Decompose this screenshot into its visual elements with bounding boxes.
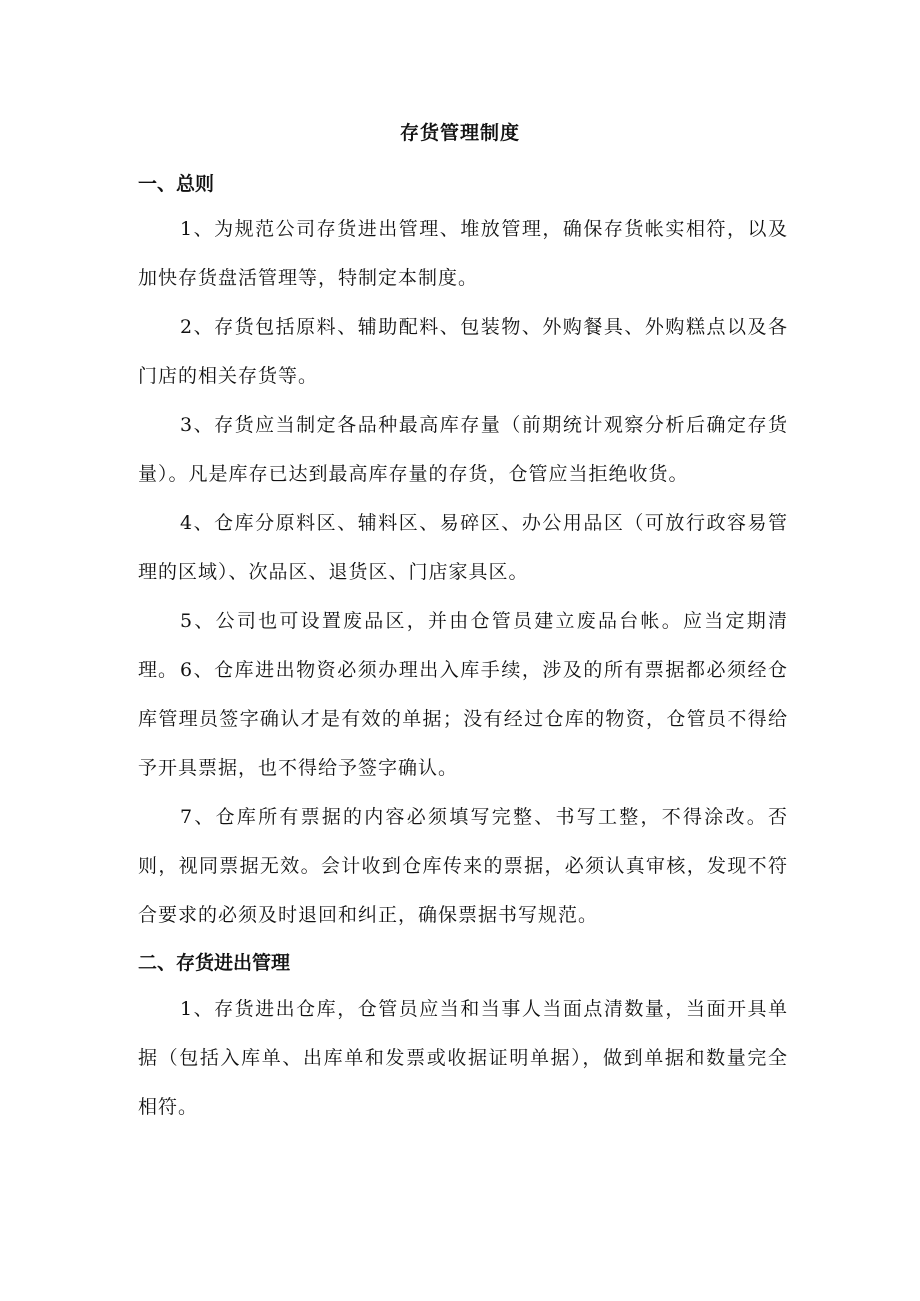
section-heading-general: 一、总则 xyxy=(138,173,215,195)
paragraph-general-2: 2、存货包括原料、辅助配料、包装物、外购餐具、外购糕点以及各门店的相关存货等。 xyxy=(138,316,788,387)
paragraph-general-6: 6、仓库进出物资必须办理出入库手续，涉及的所有票据都必须经仓库管理员签字确认才是有效的单据；没有经过仓库的物资，仓管员不得给予开具票据，也不得给予签字确认。 xyxy=(138,659,788,779)
section-heading-inventory-in-out: 二、存货进出管理 xyxy=(138,952,291,974)
paragraph-general-5: 5、公司也可设置废品区，并由仓管员建立废品台帐。应当定期清理。 xyxy=(138,610,788,681)
paragraph-general-1: 1、为规范公司存货进出管理、堆放管理，确保存货帐实相符，以及加快存货盘活管理等，特制定本制度。 xyxy=(138,218,788,289)
paragraph-general-4: 4、仓库分原料区、辅料区、易碎区、办公用品区（可放行政容易管理的区域）、次品区、退货区、门店家具区。 xyxy=(138,512,788,583)
paragraph-general-7: 7、仓库所有票据的内容必须填写完整、书写工整，不得涂改。否则，视同票据无效。会计收到仓库传来的票据，必须认真审核，发现不符合要求的必须及时退回和纠正，确保票据书写规范。 xyxy=(138,806,788,926)
paragraph-inventory-1: 1、存货进出仓库，仓管员应当和当事人当面点清数量，当面开具单据（包括入库单、出库单和发票或收据证明单据），做到单据和数量完全相符。 xyxy=(138,998,788,1118)
document-title: 存货管理制度 xyxy=(399,122,520,144)
paragraph-general-3: 3、存货应当制定各品种最高库存量（前期统计观察分析后确定存货量）。凡是库存已达到最高库存量的存货，仓管应当拒绝收货。 xyxy=(138,414,788,485)
